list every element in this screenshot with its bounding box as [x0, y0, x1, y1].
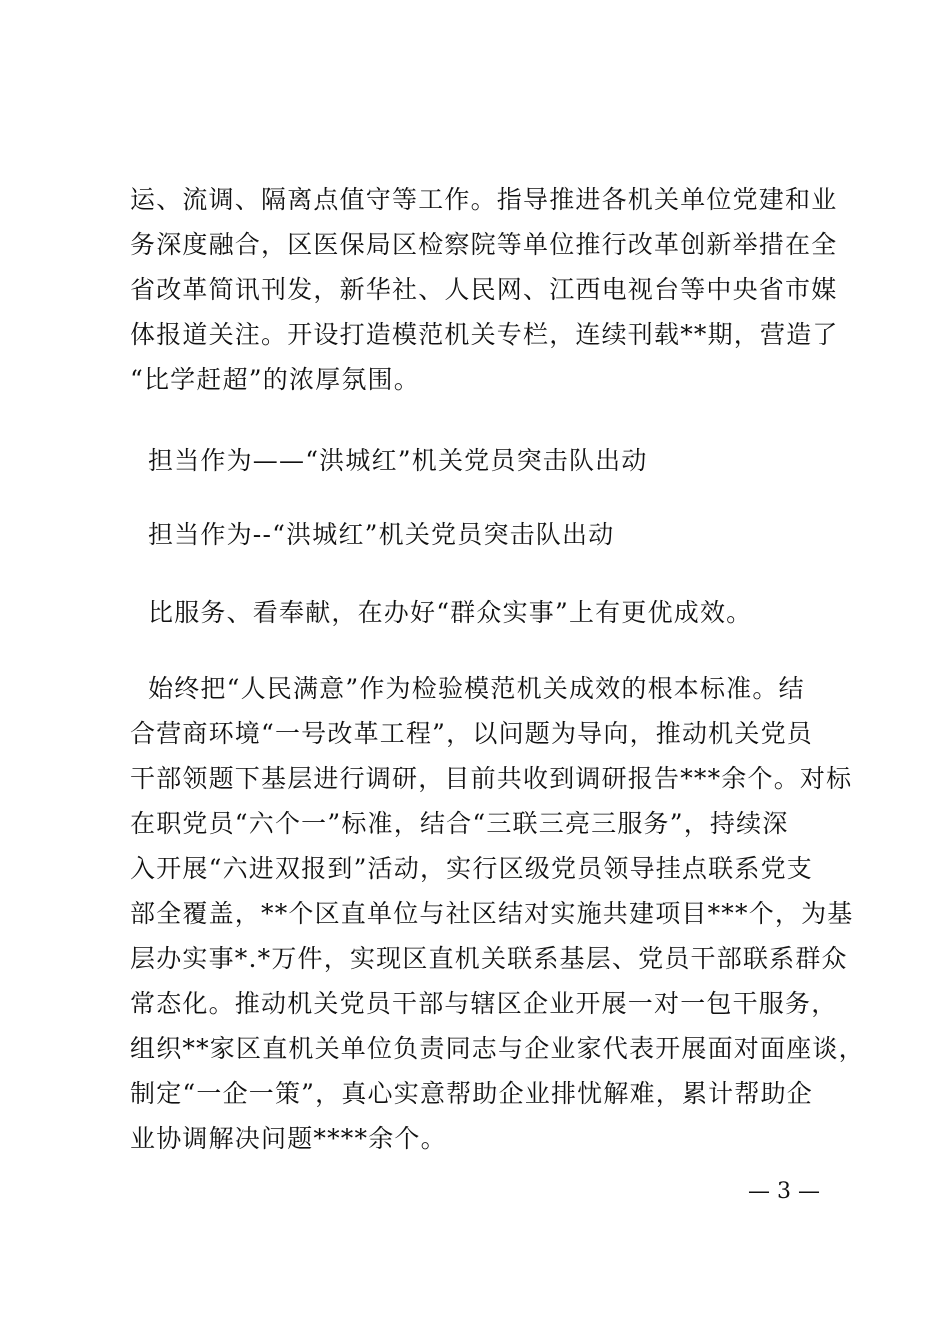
paragraph-2-line-2: 合营商环境“一号改革工程”，以问题为导向，推动机关党员 [130, 719, 813, 748]
paragraph-2-line-8: 常态化。推动机关党员干部与辖区企业开展一对一包干服务， [130, 989, 838, 1018]
paragraph-1-line-4: 体报道关注。开设打造模范机关专栏，连续刊载**期，营造了 [130, 320, 839, 349]
paragraph-1-line-5: “比学赶超”的浓厚氛围。 [130, 365, 420, 394]
heading-1: 担当作为——“洪城红”机关党员突击队出动 [148, 446, 648, 475]
paragraph-1-line-2: 务深度融合，区医保局区检察院等单位推行改革创新举措在全 [130, 230, 838, 259]
paragraph-2-line-3: 干部领题下基层进行调研，目前共收到调研报告***余个。对标 [130, 764, 853, 793]
heading-3: 比服务、看奉献，在办好“群众实事”上有更优成效。 [148, 598, 753, 627]
paragraph-2-line-11: 业协调解决问题****余个。 [130, 1124, 447, 1153]
paragraph-2-line-7: 层办实事*.*万件，实现区直机关联系基层、党员干部联系群众 [130, 944, 848, 973]
paragraph-2-line-6: 部全覆盖，**个区直单位与社区结对实施共建项目***个，为基 [130, 899, 854, 928]
paragraph-2-line-10: 制定“一企一策”，真心实意帮助企业排忧解难，累计帮助企 [130, 1079, 813, 1108]
heading-2: 担当作为--“洪城红”机关党员突击队出动 [148, 520, 615, 549]
page-number: — 3 — [748, 1179, 820, 1204]
paragraph-2-line-4: 在职党员“六个一”标准，结合“三联三亮三服务”，持续深 [130, 809, 789, 838]
paragraph-2-line-9: 组织**家区直机关单位负责同志与企业家代表开展面对面座谈， [130, 1034, 865, 1063]
paragraph-2-line-5: 入开展“六进双报到”活动，实行区级党员领导挂点联系党支 [130, 854, 813, 883]
paragraph-2-line-1: 始终把“人民满意”作为检验模范机关成效的根本标准。结 [148, 674, 805, 703]
paragraph-1-line-3: 省改革简讯刊发，新华社、人民网、江西电视台等中央省市媒 [130, 275, 838, 304]
paragraph-1-line-1: 运、流调、隔离点值守等工作。指导推进各机关单位党建和业 [130, 185, 838, 214]
